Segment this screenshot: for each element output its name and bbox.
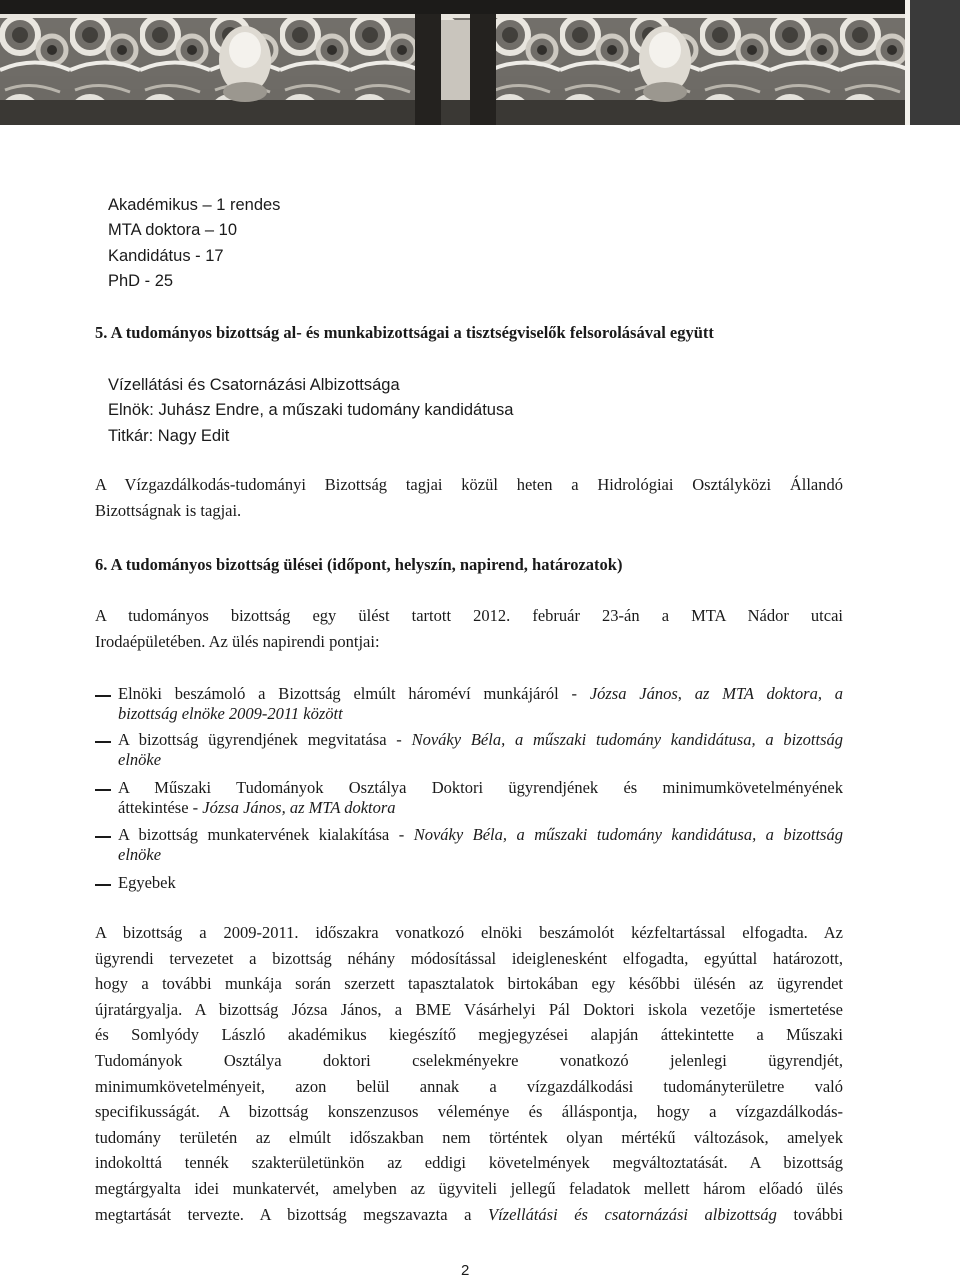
body-line: minimumkövetelményeit, azon belül annak a vízgazdálkodási tudományterületre való bbox=[95, 1076, 843, 1096]
body-line: specifikusságát. A bizottság konszenzusos véleménye és álláspontja, hogy a vízgazdálkodás- bbox=[95, 1102, 843, 1122]
section6-intro-line: A tudományos bizottság egy ülést tartott 2012. február 23-án a MTA Nádor utcai bbox=[95, 606, 843, 625]
body-line: és Somlyódy László akadémikus kiegészítő megjegyzései alapján áttekintette a Műszaki bbox=[95, 1025, 843, 1045]
body-line: tudomány területén az elmúlt időszakban nem történtek olyan mértékű változások, amelyek bbox=[95, 1127, 843, 1147]
frieze-image bbox=[0, 0, 960, 125]
section6-body bbox=[95, 920, 843, 1227]
section6-intro bbox=[95, 603, 843, 654]
body-line: A bizottság a 2009-2011. időszakra vonatkozó elnöki beszámolót kézfeltartással elfogadta. Az bbox=[95, 923, 843, 942]
subcommittee-name: Vízellátási és Csatornázási Albizottsága bbox=[108, 376, 400, 394]
subcommittee-chair: Elnök: Juhász Endre, a műszaki tudomány kandidátusa bbox=[108, 401, 514, 419]
dash-bullet-icon bbox=[95, 741, 111, 743]
section5-heading: 5. A tudományos bizottság al- és munkabizottságai a tisztségviselők felsorolásával együtt bbox=[95, 323, 714, 342]
agenda-item: A bizottság munkatervének kialakítása - Nováky Béla, a műszaki tudomány kandidátusa, a bizottság elnöke bbox=[118, 825, 843, 864]
body-line: Tudományok Osztálya doktori cselekményekre vonatkozó jelenlegi ügyrendjét, bbox=[95, 1050, 843, 1070]
header-frieze bbox=[0, 0, 960, 125]
section6-intro-line: Irodaépületében. Az ülés napirendi pontjai: bbox=[95, 631, 380, 651]
count-akademikus: Akadémikus – 1 rendes bbox=[108, 196, 281, 214]
dash-bullet-icon bbox=[95, 836, 111, 838]
agenda-item: A bizottság ügyrendjének megvitatása - Nováky Béla, a műszaki tudomány kandidátusa, a bizottság elnöke bbox=[118, 730, 843, 769]
body-line: újratárgyalja. A bizottság Józsa János, a BME Vásárhelyi Pál Doktori iskola vezetője ismertetése bbox=[95, 999, 843, 1019]
section5-note-line: Bizottságnak is tagjai. bbox=[95, 500, 242, 520]
body-line: megtárgyalta idei munkatervét, amelyben az ügyviteli jellegű feladatok mellett három előadó ülés bbox=[95, 1178, 843, 1198]
dash-bullet-icon bbox=[95, 695, 111, 697]
body-line: hogy a további munkája során szerzett tapasztalatok birtokában egy későbbi ülésén az ügyrendet bbox=[95, 974, 843, 994]
dash-bullet-icon bbox=[95, 884, 111, 886]
count-kandidatus: Kandidátus - 17 bbox=[108, 247, 224, 265]
count-phd: PhD - 25 bbox=[108, 272, 174, 290]
header-side-tab bbox=[905, 0, 960, 125]
section5-note bbox=[95, 472, 843, 523]
subcommittee-secretary: Titkár: Nagy Edit bbox=[108, 427, 230, 445]
dash-bullet-icon bbox=[95, 789, 111, 791]
agenda-item: A Műszaki Tudományok Osztálya Doktori ügyrendjének és minimumkövetelményének áttekintése - Józsa János, az MTA doktora bbox=[118, 778, 843, 817]
body-line: indokolttá tennék szakterületünkön az eddigi követelmények megváltoztatását. A bizottság bbox=[95, 1153, 843, 1173]
body-line: megtartását tervezte. A bizottság megszavazta a Vízellátási és csatornázási albizottság további bbox=[95, 1204, 843, 1224]
agenda-item: Elnöki beszámoló a Bizottság elmúlt hároméví munkájáról - Józsa János, az MTA doktora, a bizottság elnöke 2009-2011 között bbox=[118, 684, 844, 723]
count-mta-doktora: MTA doktora – 10 bbox=[108, 221, 238, 239]
agenda-item: Egyebek bbox=[118, 873, 176, 892]
section6-heading: 6. A tudományos bizottság ülései (időpont, helyszín, napirend, határozatok) bbox=[95, 555, 623, 574]
body-line: ügyrendi tervezetet a bizottság néhány módosítással ideiglenesként elfogadta, egyúttal határozott, bbox=[95, 948, 843, 968]
page-number: 2 bbox=[461, 1262, 470, 1279]
section5-note-line: A Vízgazdálkodás-tudományi Bizottság tagjai közül heten a Hidrológiai Osztályközi Állandó bbox=[95, 475, 843, 494]
